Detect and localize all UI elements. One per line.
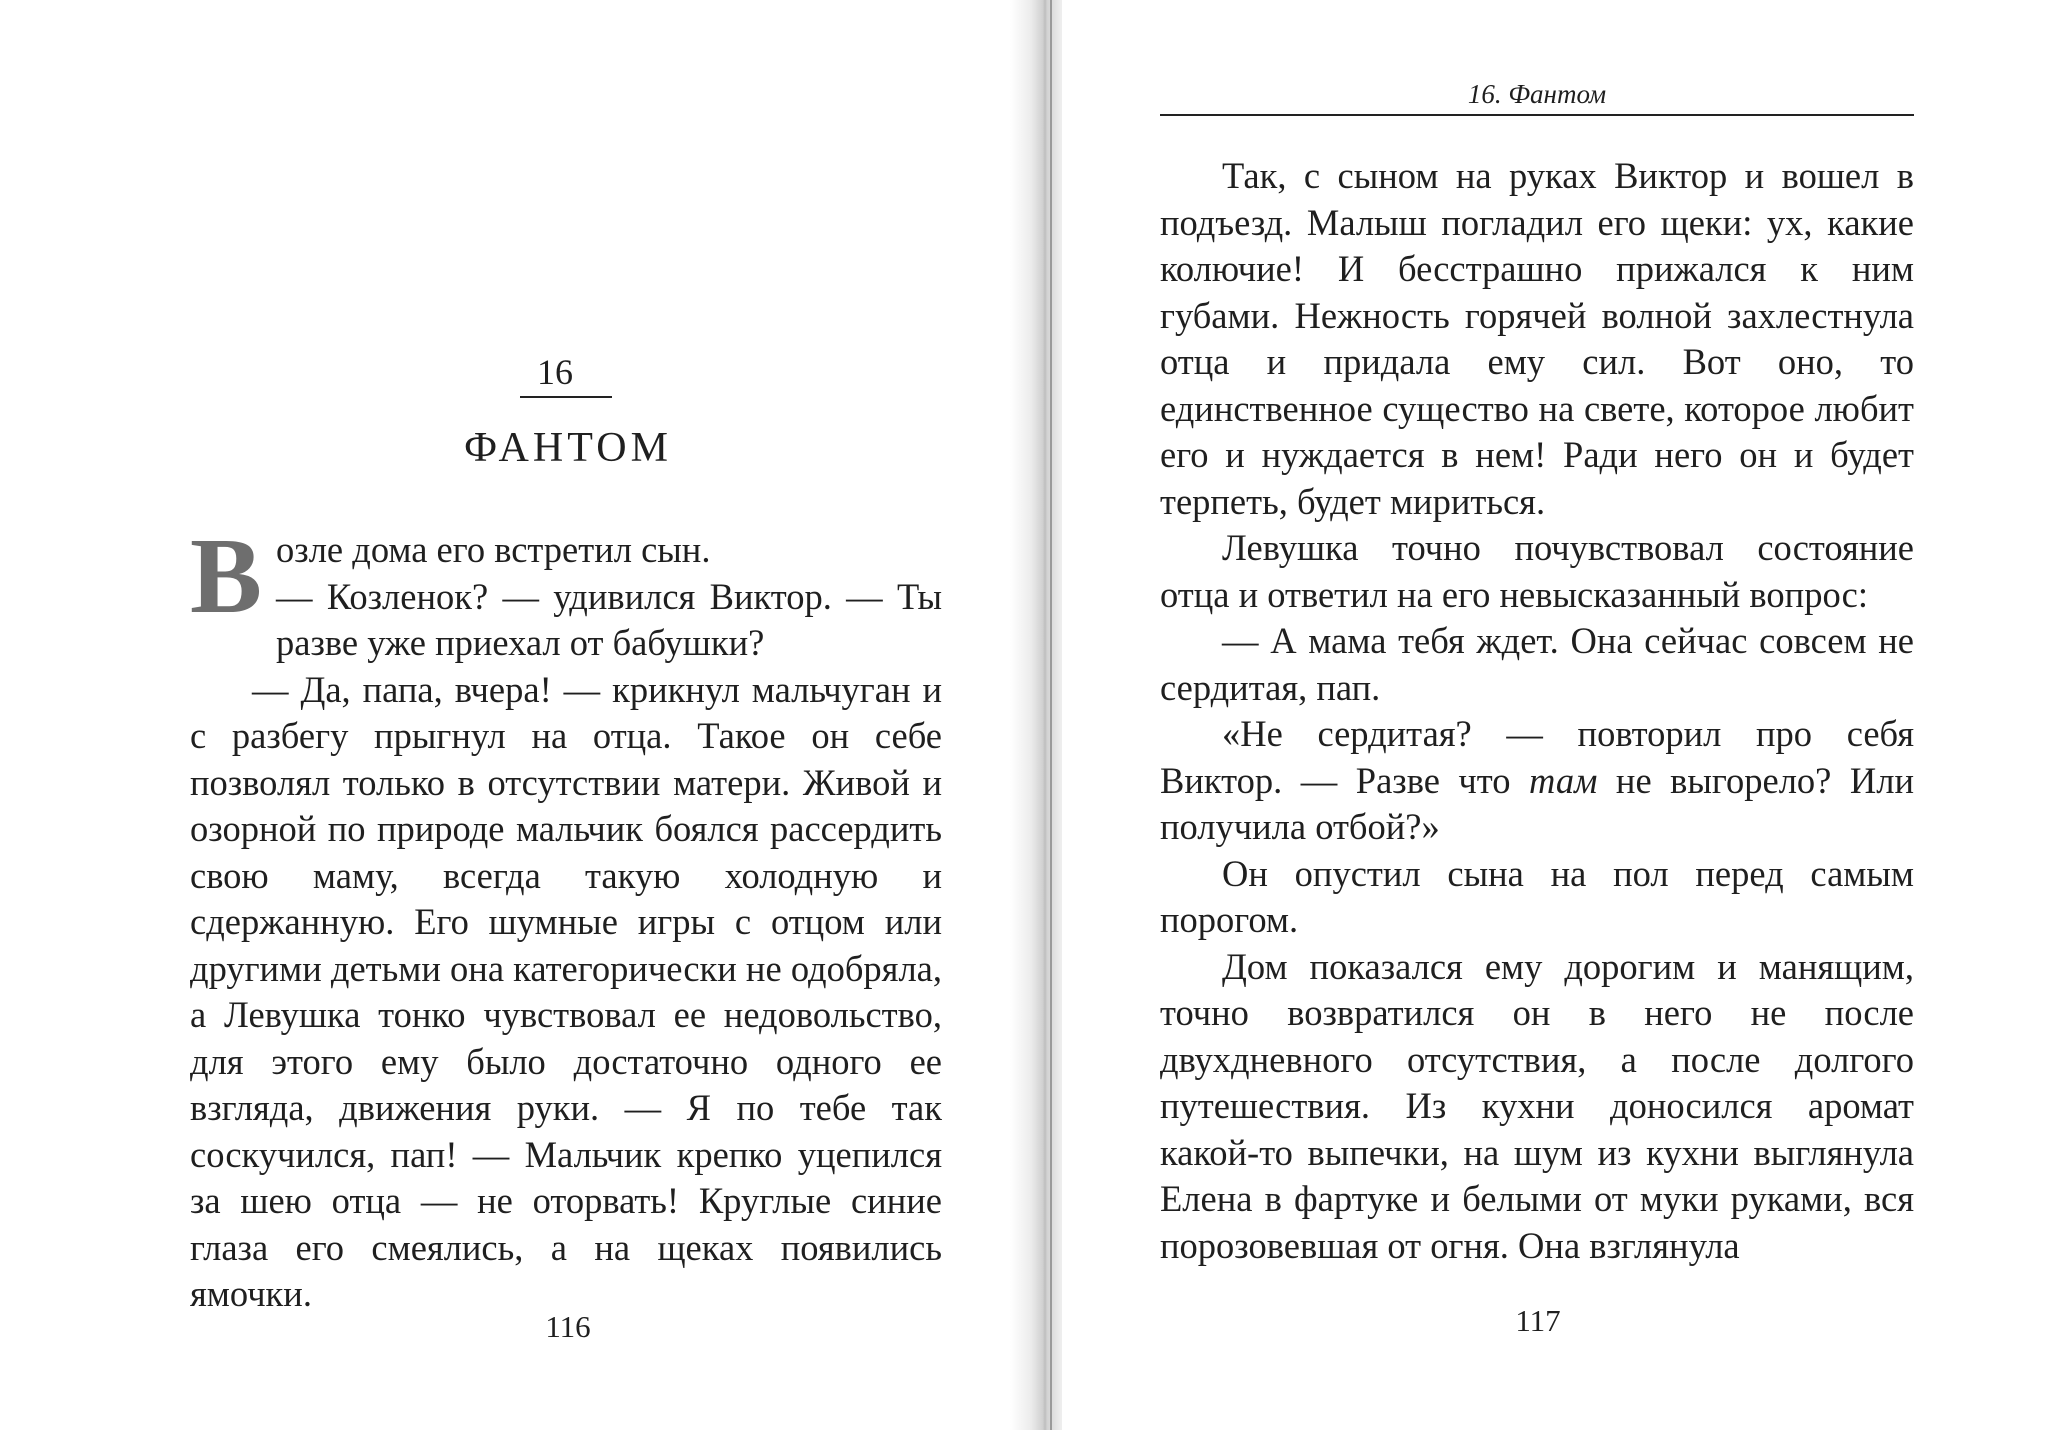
paragraph: Так, с сыном на руках Виктор и вошел в подъезд. Малыш погладил его щеки: ух, какие колючие! И бесстрашно прижался к ним губами. Нежность горячей волной захлестнула отца и придала ему сил. Вот оно, то единственное существо на свете, которое любит его и нуждается в нем! Ради него он и будет терпеть, будет мириться. [1160,155,1914,522]
page-number-left: 116 [545,1309,591,1344]
emphasis-text: там [1529,759,1598,801]
paragraph: Левушка точно почувствовал состояние отца и ответил на его невысказанный вопрос: [1160,527,1914,615]
page-number-right: 117 [1515,1303,1561,1338]
paragraph: Он опустил сына на пол перед самым порогом. [1160,852,1914,940]
paragraph-text: озле дома его встретил сын. [276,529,711,570]
paragraph: Дом показался ему дорогим и манящим, точно возвратился он в него не после двухдневного отсутствия, а после долгого путешествия. Из кухни доносился аромат какой-то выпечки, на шум из кухни выглянула Елена в фартуке и белыми от муки руками, вся порозовевшая от огня. Она взглянула [1160,945,1914,1266]
running-head-rule [1160,114,1914,116]
gutter-fold [1050,0,1052,1430]
paragraph: — Да, папа, вчера! — крикнул мальчуган и с разбегу прыгнул на отца. Такое он себе позволял только в отсутствии матери. Живой и озорной по природе мальчик боялся рассердить свою маму, всегда такую холодную и сдержанную. Его шумные игры с отцом или другими детьми она категорически не одобряла, а Левушка тонко чувствовал ее недовольство, для этого ему было достаточно одного ее взгляда, движения руки. — Я по тебе так соскучился, пап! — Мальчик крепко уцепился за шею отца — не оторвать! Круглые синие глаза его смеялись, а на щеках появились ямочки. [190,668,942,1314]
chapter-title: ФАНТОМ [464,425,672,471]
right-page-text [1160,153,1914,1269]
quote-text-after: не выгорело? Или получила отбой?» [1160,759,1914,847]
drop-cap: В [190,517,263,636]
left-page-text [190,517,942,1318]
quote-text-before: «Не сердитая? — повторил про себя Виктор. — Разве что [1160,713,1914,801]
chapter-number: 16 [537,352,573,392]
paragraph: — Козленок? — удивился Виктор. — Ты разве уже приехал от бабушки? [276,575,942,663]
chapter-number-rule [520,396,612,398]
paragraph [1160,711,1914,851]
paragraph: — А мама тебя ждет. Она сейчас совсем не сердитая, пап. [1160,620,1914,708]
running-head: 16. Фантом [1467,79,1607,109]
